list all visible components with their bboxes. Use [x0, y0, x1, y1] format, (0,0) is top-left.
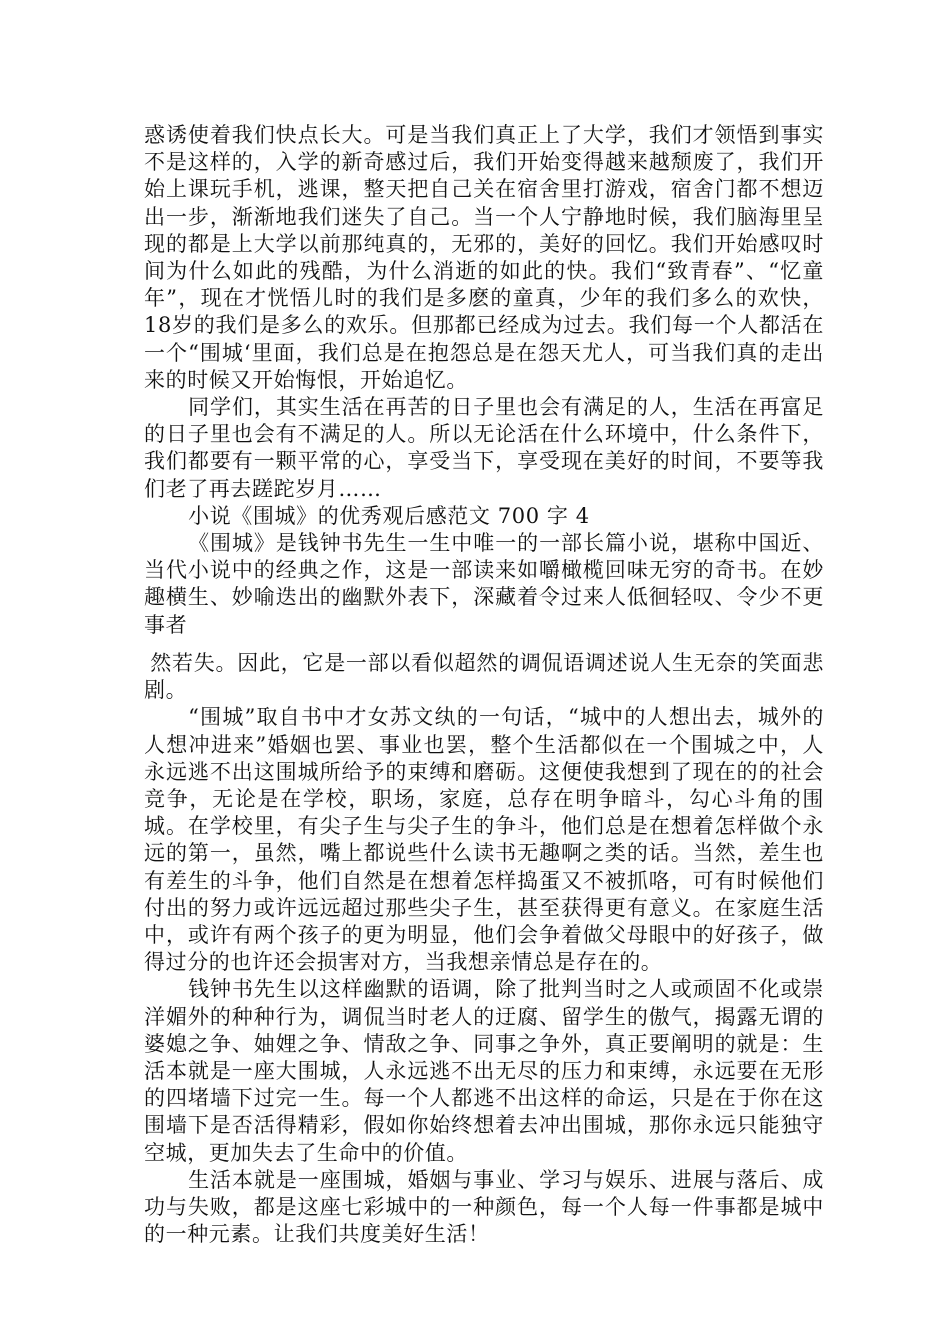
paragraph: 《围城》是钱钟书先生一生中唯一的一部长篇小说，堪称中国近、当代小说中的经典之作，这是一部读来如嚼橄榄回味无穷的奇书。在妙趣横生、妙喻迭出的幽默外表下，深藏着令过来人低徊轻叹、令少不更事者: [144, 531, 824, 637]
paragraph: 生活本就是一座围城，婚姻与事业、学习与娱乐、进展与落后、成功与失败，都是这座七彩城中的一种颜色，每一个人每一件事都是城中的一种元素。让我们共度美好生活！: [144, 1167, 824, 1247]
section-heading: 小说《围城》的优秀观后感范文 700 字 4: [188, 503, 590, 528]
paragraph: “围城”取自书中才女苏文纨的一句话，“城中的人想出去，城外的人想冲进来”婚姻也罢、事业也罢，整个生活都似在一个围城之中，人永远逃不出这围城所给予的束缚和磨砺。这便使我想到了现在的的社会竞争，无论是在学校，职场，家庭，总存在明争暗斗，勾心斗角的围城。在学校里，有尖子生与尖子生的争斗，他们总是在想着怎样做个永远的第一，虽然，嘴上都说些什么读书无趣啊之类的话。当然，差生也有差生的斗争，他们自然是在想着怎样捣蛋又不被抓咯，可有时候他们付出的努力或许远远超过那些尖子生，甚至获得更有意义。在家庭生活中，或许有两个孩子的更为明显，他们会争着做父母眼中的好孩子，做得过分的也许还会损害对方，当我想亲情总是存在的。: [144, 705, 824, 975]
text-section-bottom: [144, 650, 824, 1248]
paragraph: 惑诱使着我们快点长大。可是当我们真正上了大学，我们才领悟到事实不是这样的，入学的新奇感过后，我们开始变得越来越颓废了，我们开始上课玩手机，逃课，整天把自己关在宿舍里打游戏，宿舍门都不想迈出一步，渐渐地我们迷失了自己。当一个人宁静地时候，我们脑海里呈现的都是上大学以前那纯真的，无邪的，美好的回忆。我们开始感叹时间为什么如此的残酷，为什么消逝的如此的快。我们“致青春”、“忆童年”，现在才恍悟儿时的我们是多麽的童真，少年的我们多么的欢快，18岁的我们是多么的欢乐。但那都已经成为过去。我们每一个人都活在一个“围城‘里面，我们总是在抱怨总是在怨天尤人，可当我们真的走出来的时候又开始悔恨，开始追忆。: [144, 123, 824, 392]
paragraph: 然若失。因此，它是一部以看似超然的调侃语调述说人生无奈的笑面悲剧。: [144, 651, 824, 703]
paragraph: 同学们，其实生活在再苦的日子里也会有满足的人，生活在再富足的日子里也会有不满足的人。所以无论活在什么环境中，什么条件下，我们都要有一颗平常的心，享受当下，享受现在美好的时间，不要等我们老了再去蹉跎岁月……: [144, 395, 824, 501]
paragraph: 钱钟书先生以这样幽默的语调，除了批判当时之人或顽固不化或崇洋媚外的种种行为，调侃当时老人的迂腐、留学生的傲气，揭露无谓的婆媳之争、妯娌之争、情敌之争、同事之争外，真正要阐明的就是：生活本就是一座大围城，人永远逃不出无尽的压力和束缚，永远要在无形的四堵墙下过完一生。每一个人都逃不出这样的命运，只是在于你在这围墙下是否活得精彩，假如你始终想着去冲出围城，那你永远只能独守空城，更加失去了生命中的价值。: [144, 977, 824, 1165]
text-section-top: [144, 122, 824, 639]
